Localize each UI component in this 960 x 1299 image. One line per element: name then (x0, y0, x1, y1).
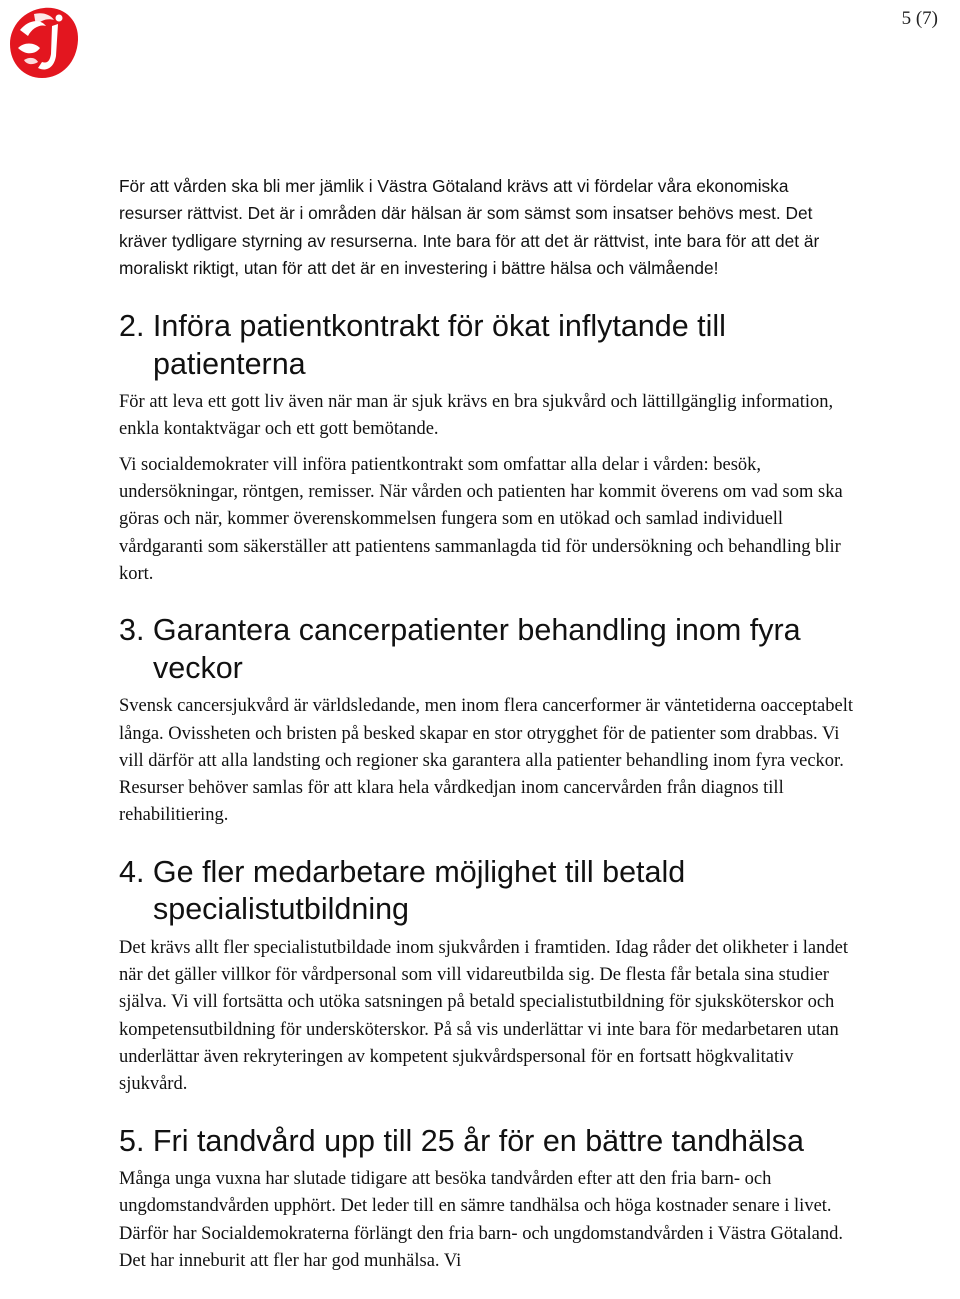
section-paragraph: Det krävs allt fler specialistutbildade inom sjukvården i framtiden. Idag råder det olikheter i landet när det gäller villkor för vårdpersonal som vill vidareutbilda sig. De flesta får betala sina studier själva. Vi vill fortsätta och utöka satsningen på betald specialistutbildning för sjuksköterskor och kompetensutbildning för undersköterskor. På så vis underlättar vi inte bara för medarbetaren utan underlättar även rekryteringen av kompetent sjukvårdspersonal för en fortsatt högkvalitativ sjukvård. (119, 937, 848, 1095)
document-body (119, 173, 854, 1299)
section-heading: 3. Garantera cancerpatienter behandling inom fyra veckor (119, 613, 801, 685)
section-specialist-training (119, 854, 854, 1099)
intro-paragraph: För att vården ska bli mer jämlik i Västra Götaland krävs att vi fördelar våra ekonomiska resurser rättvist. Det är i områden där hälsan är som sämst som insatser behövs mest. Det kräver tydligare styrning av resurserna. Inte bara för att det är rättvist, inte bara för att det är moraliskt riktigt, utan för att det är en investering i bättre hälsa och välmående! (119, 176, 820, 278)
section-paragraph: Många unga vuxna har slutade tidigare att besöka tandvården efter att den fria barn- och ungdomstandvården upphört. Det leder till en sämre tandhälsa och höga kostnader senare i livet. Därför har Socialdemokraterna förlängt den fria barn- och ungdomstandvården i Västra Götaland. Det har inneburit att fler har god munhälsa. Vi (119, 1169, 843, 1271)
section-heading: 4. Ge fler medarbetare möjlighet till betald specialistutbildning (119, 854, 686, 927)
section-cancer-treatment (119, 612, 854, 829)
section-paragraph: För att leva ett gott liv även när man är sjuk krävs en bra sjukvård och lättillgänglig information, enkla kontaktvägar och ett gott bemötande. (119, 392, 834, 440)
rose-logo (6, 4, 82, 82)
section-heading: 5. Fri tandvård upp till 25 år för en bättre tandhälsa (119, 1123, 804, 1158)
page-number: 5 (7) (901, 8, 938, 29)
section-paragraph: Vi socialdemokrater vill införa patientkontrakt som omfattar alla delar i vården: besök, undersökningar, röntgen, remisser. När vården och patienten har kommit överens om vad som ska göras och när, kommer överenskommelsen fungera som en utökad och samlad individuell vårdgaranti som säkerställer att patientens sammanlagda tid för undersökning och behandling blir kort. (119, 454, 843, 584)
section-dental-care (119, 1123, 854, 1276)
section-heading: 2. Införa patientkontrakt för ökat inflytande till patienterna (119, 309, 726, 381)
section-patient-contracts (119, 308, 854, 588)
section-paragraph: Svensk cancersjukvård är världsledande, men inom flera cancerformer är väntetiderna oacceptabelt långa. Ovissheten och bristen på besked skapar en stor otrygghet för de patienter som drabbas. Vi vill därför att alla landsting och regioner ska garantera alla patienter behandling inom fyra veckor. Resurser behöver samlas för att klara hela vårdkedjan inom cancervården från diagnos till rehabilitiering. (119, 696, 853, 826)
intro-section (119, 173, 854, 282)
